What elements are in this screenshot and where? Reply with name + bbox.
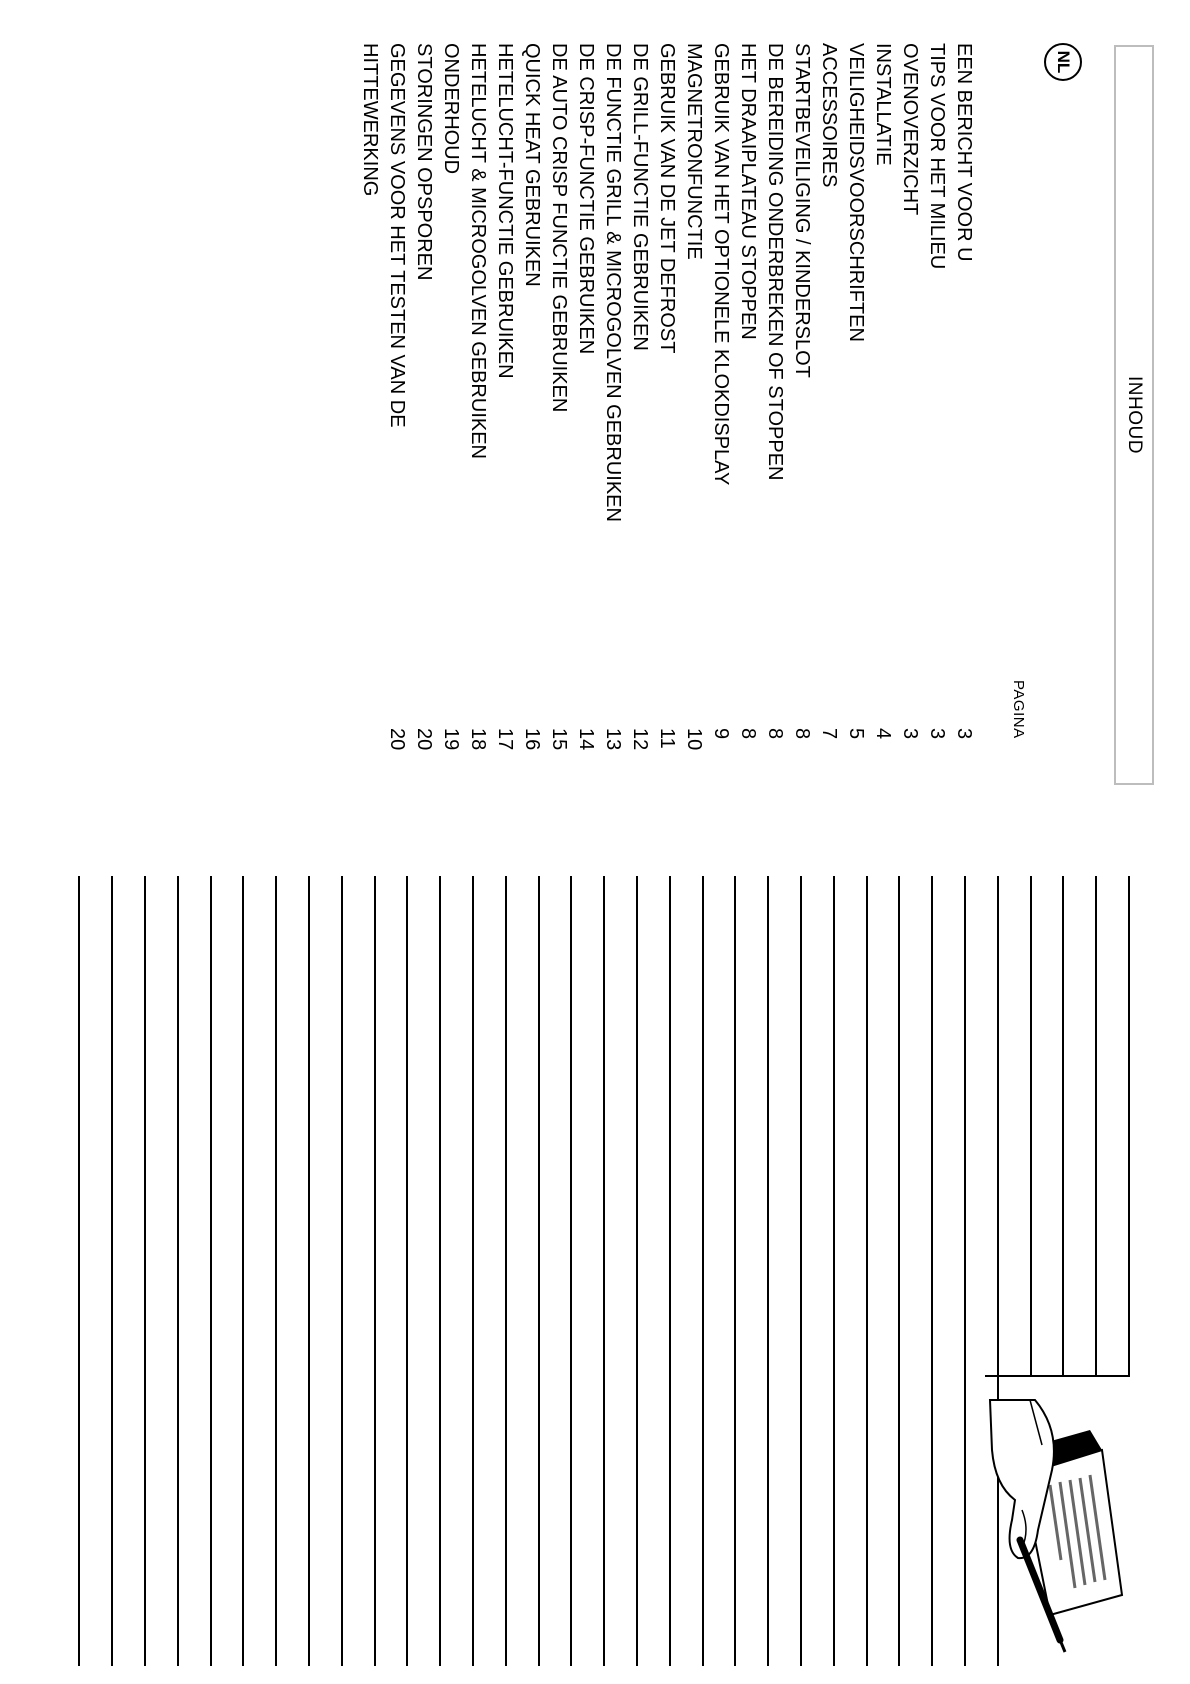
- toc-title: DE BEREIDING ONDERBREKEN OF STOPPEN: [764, 43, 786, 481]
- note-line: [374, 876, 376, 1666]
- notes-box-divider: [985, 1375, 1130, 1377]
- toc-page-number: 18: [467, 728, 489, 751]
- note-line: [177, 876, 179, 1666]
- toc-page-number: 9: [710, 728, 732, 740]
- note-line: [767, 876, 769, 1666]
- note-line: [1095, 876, 1097, 1376]
- toc-row: [356, 43, 410, 751]
- note-line: [505, 876, 507, 1666]
- header-box: [1114, 45, 1154, 785]
- note-line: [439, 876, 441, 1666]
- note-line: [144, 876, 146, 1666]
- toc-row: [437, 43, 464, 751]
- toc-title: STORINGEN OPSPOREN: [413, 43, 435, 281]
- toc-page-number: 8: [791, 728, 813, 740]
- toc-page-number: 19: [440, 728, 462, 751]
- note-line: [538, 876, 540, 1666]
- toc-page-number: 7: [818, 728, 840, 740]
- toc-title: ACCESSOIRES: [818, 43, 840, 188]
- note-line: [406, 876, 408, 1666]
- toc-page-number: 20: [386, 728, 408, 751]
- toc-row: [599, 43, 626, 751]
- toc-page-number: 10: [683, 728, 705, 751]
- toc-title: INSTALLATIE: [872, 43, 894, 166]
- note-line: [78, 876, 80, 1666]
- note-line: [570, 876, 572, 1666]
- note-line: [636, 876, 638, 1666]
- note-line: [210, 876, 212, 1666]
- toc-title: TIPS VOOR HET MILIEU: [926, 43, 948, 270]
- toc-title: GEBRUIK VAN DE JET DEFROST: [656, 43, 678, 354]
- toc-page-number: 8: [764, 728, 786, 740]
- note-line: [734, 876, 736, 1666]
- toc-title: DE FUNCTIE GRILL & MICROGOLVEN GEBRUIKEN: [602, 43, 624, 522]
- toc-page-number: 14: [575, 728, 597, 751]
- toc-title: OVENOVERZICHT: [899, 43, 921, 216]
- note-line: [702, 876, 704, 1666]
- note-line: [341, 876, 343, 1666]
- toc-page-number: 15: [548, 728, 570, 751]
- toc-row: [626, 43, 653, 751]
- toc-title: STARTBEVEILIGING / KINDERSLOT: [791, 43, 813, 378]
- toc-row: [815, 43, 842, 743]
- table-of-contents: [356, 43, 977, 751]
- toc-title: QUICK HEAT GEBRUIKEN: [521, 43, 543, 287]
- toc-title: DE AUTO CRISP FUNCTIE GEBRUIKEN: [548, 43, 570, 413]
- toc-page-number: 8: [737, 728, 759, 740]
- toc-title: DE GRILL-FUNCTIE GEBRUIKEN: [629, 43, 651, 351]
- note-line: [1128, 876, 1130, 1376]
- note-line: [308, 876, 310, 1666]
- toc-row: [923, 43, 950, 743]
- note-line: [866, 876, 868, 1666]
- toc-title: HET DRAAIPLATEAU STOPPEN: [737, 43, 759, 340]
- note-line: [242, 876, 244, 1666]
- toc-title: HETELUCHT & MICROGOLVEN GEBRUIKEN: [467, 43, 489, 459]
- toc-row: [572, 43, 599, 751]
- note-line: [472, 876, 474, 1666]
- toc-page-number: 13: [602, 728, 624, 751]
- note-line: [275, 876, 277, 1666]
- note-line: [603, 876, 605, 1666]
- toc-title: EEN BERICHT VOOR U: [953, 43, 975, 262]
- note-line: [964, 876, 966, 1666]
- toc-row: [869, 43, 896, 743]
- toc-title: DE CRISP-FUNCTIE GEBRUIKEN: [575, 43, 597, 355]
- toc-page-number: 3: [926, 728, 948, 740]
- toc-row: [950, 43, 977, 743]
- toc-page-number: 20: [413, 728, 435, 751]
- toc-row: [653, 43, 680, 749]
- toc-page-number: 3: [953, 728, 975, 740]
- note-line: [800, 876, 802, 1666]
- note-line: [931, 876, 933, 1666]
- toc-page-number: 5: [845, 728, 867, 740]
- toc-page-number: 16: [521, 728, 543, 751]
- toc-title: VEILIGHEIDSVOORSCHRIFTEN: [845, 43, 867, 342]
- toc-page-number: 12: [629, 728, 651, 751]
- toc-row: [410, 43, 437, 751]
- toc-row: [734, 43, 761, 743]
- note-line: [1062, 876, 1064, 1376]
- note-line: [1030, 876, 1032, 1376]
- toc-row: [680, 43, 707, 751]
- toc-row: [545, 43, 572, 751]
- language-badge: NL: [1044, 43, 1082, 81]
- toc-row: [491, 43, 518, 751]
- toc-title: MAGNETRONFUNCTIE: [683, 43, 705, 260]
- toc-row: [518, 43, 545, 751]
- toc-row: [761, 43, 788, 743]
- toc-row: [896, 43, 923, 743]
- toc-row: [788, 43, 815, 743]
- toc-title: ONDERHOUD: [440, 43, 462, 175]
- page-column-label: PAGINA: [1010, 680, 1027, 739]
- note-line: [111, 876, 113, 1666]
- notes-lines: [30, 876, 1130, 1666]
- hand-writing-icon: [985, 1390, 1130, 1665]
- toc-page-number: 11: [656, 728, 678, 749]
- toc-row: [464, 43, 491, 751]
- page-title: INHOUD: [1124, 376, 1145, 454]
- toc-row: [842, 43, 869, 743]
- toc-page-number: 17: [494, 728, 516, 751]
- toc-page-number: 4: [872, 728, 894, 740]
- note-line: [898, 876, 900, 1666]
- toc-title: HETELUCHT-FUNCTIE GEBRUIKEN: [494, 43, 516, 379]
- note-line: [669, 876, 671, 1666]
- note-line: [833, 876, 835, 1666]
- toc-title: GEBRUIK VAN HET OPTIONELE KLOKDISPLAY: [710, 43, 732, 486]
- toc-title: GEGEVENS VOOR HET TESTEN VAN DE HITTEWERKING: [359, 43, 408, 428]
- toc-row: [707, 43, 734, 743]
- toc-page-number: 3: [899, 728, 921, 740]
